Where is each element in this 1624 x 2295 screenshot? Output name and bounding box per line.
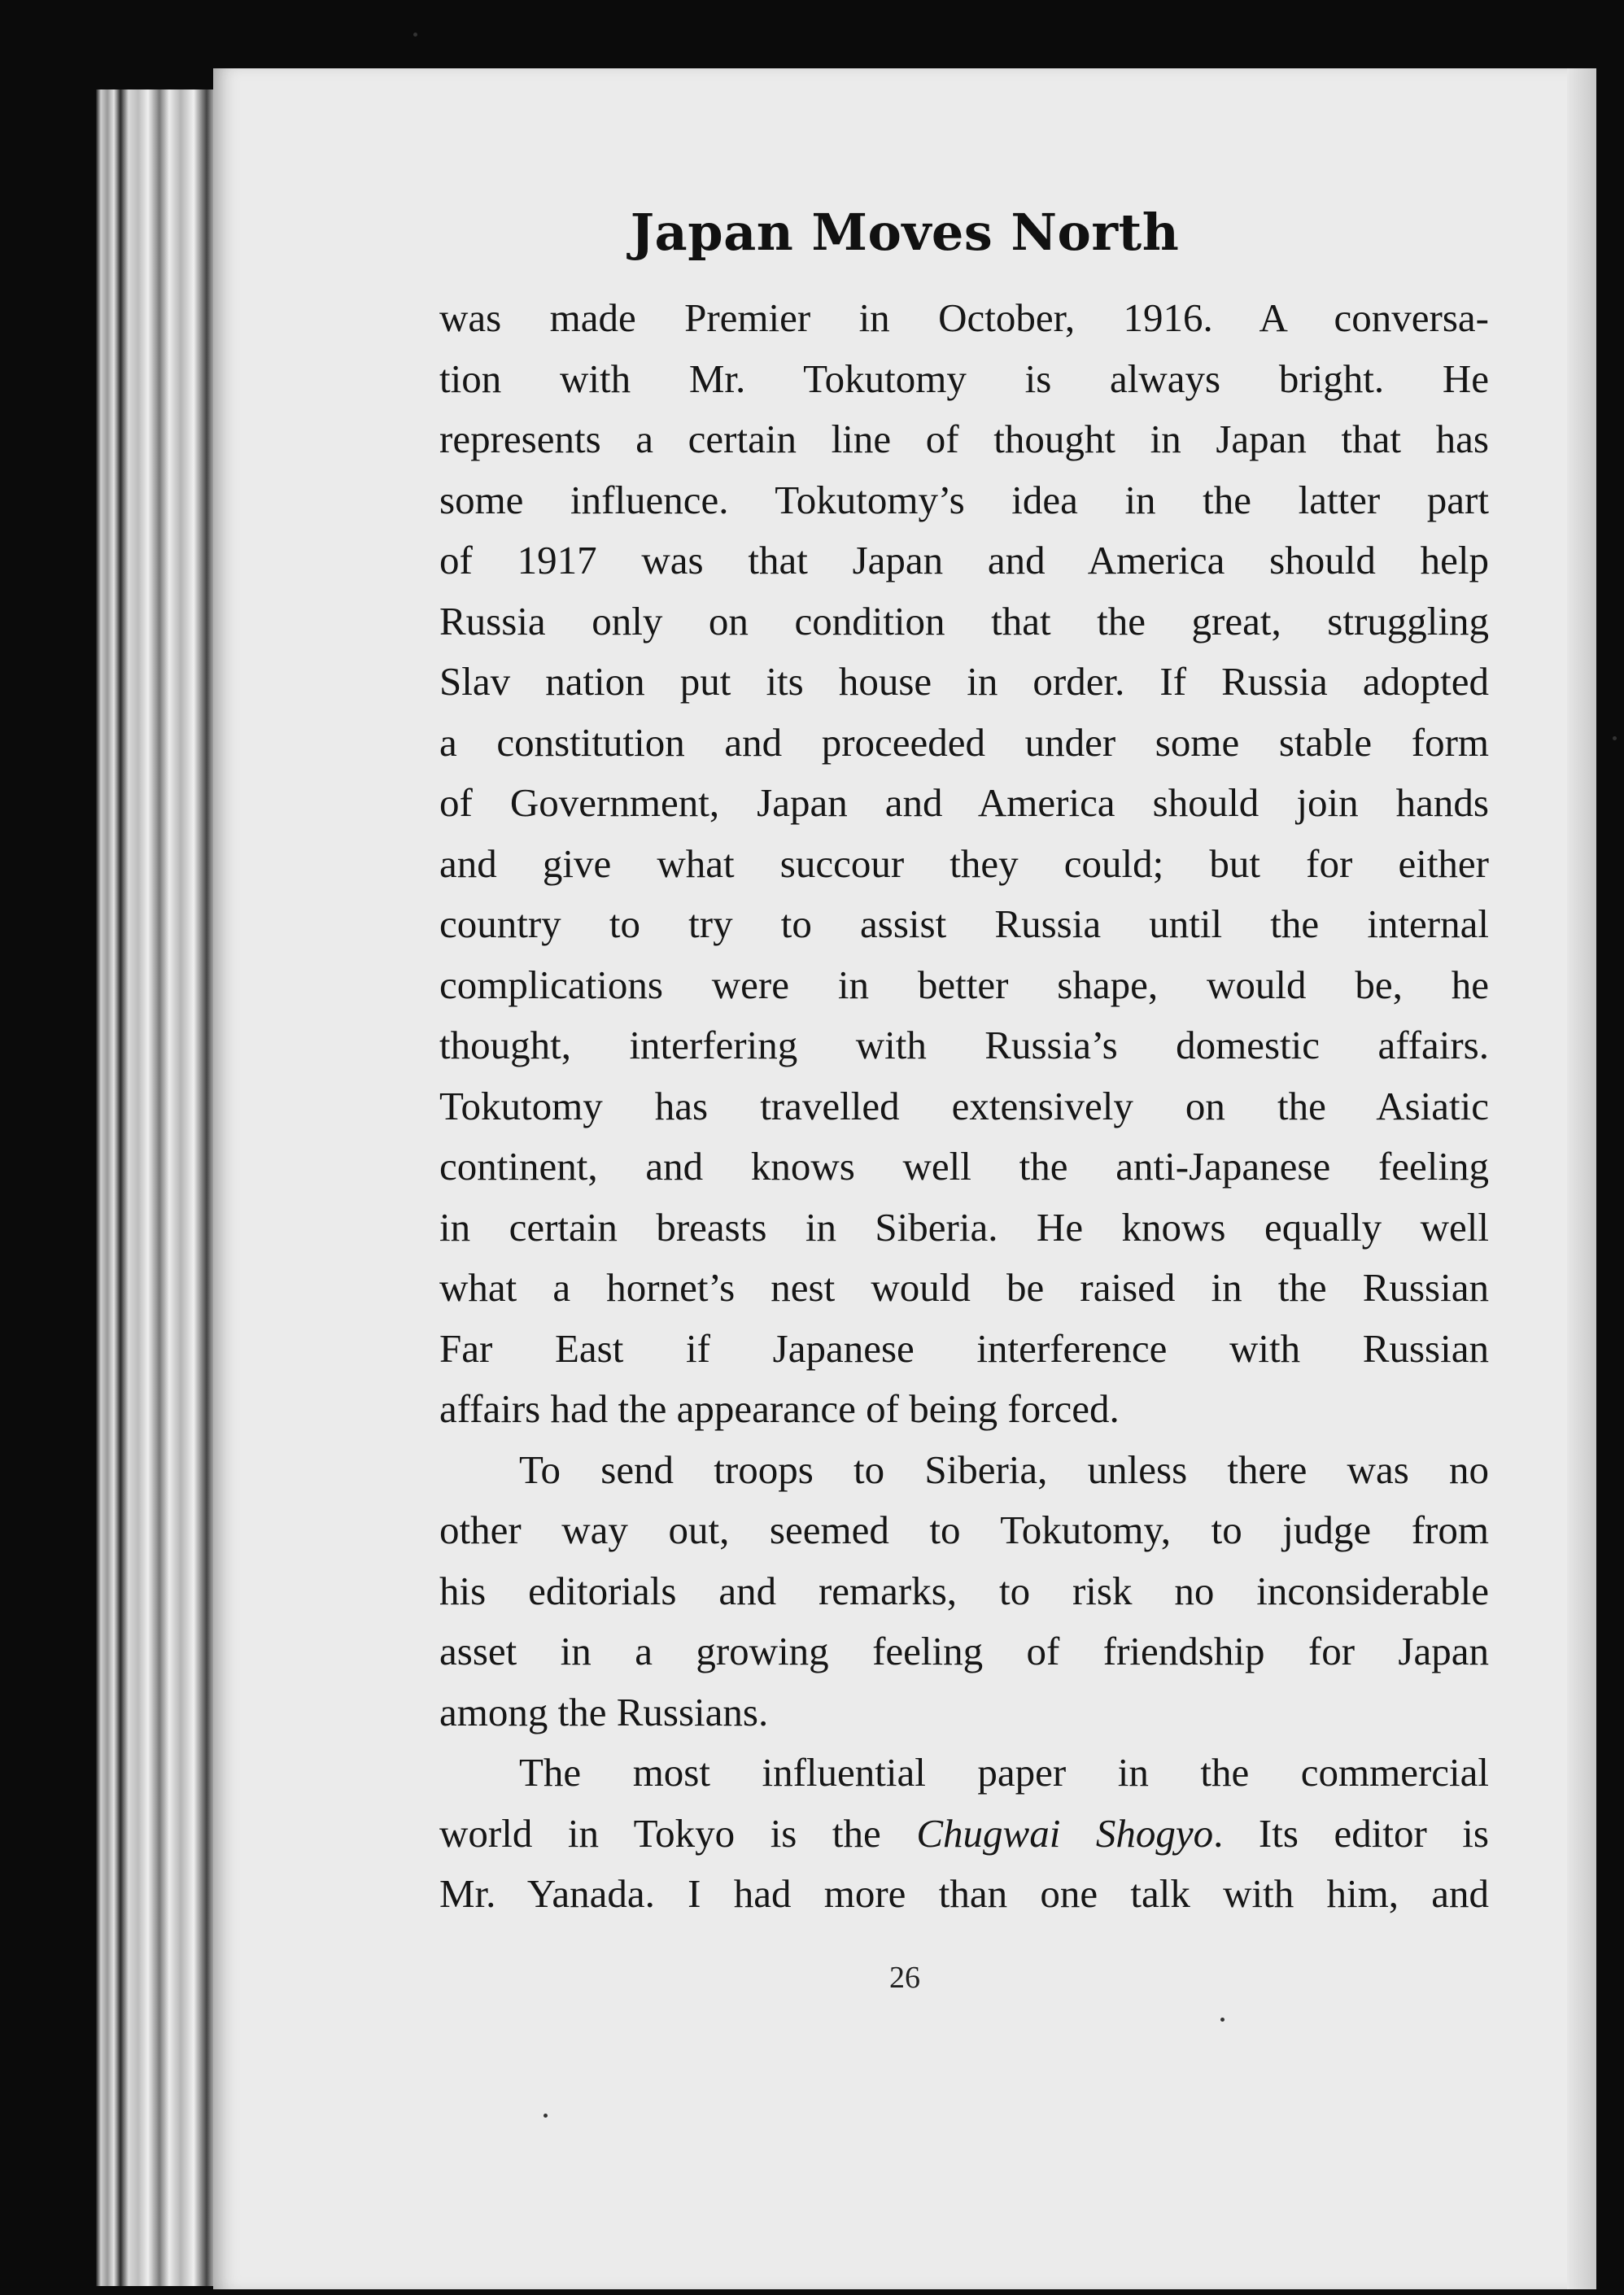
- body-text: [439, 288, 1489, 1925]
- text-line: Slav nation put its house in order. If Russia adopted: [439, 659, 1489, 704]
- text-line: To send troops to Siberia, unless there was no: [519, 1446, 1489, 1492]
- text-line: asset in a growing feeling of friendship for Japan: [439, 1629, 1489, 1673]
- text-line: world in Tokyo is the Chugwai Shogyo. Its editor is: [439, 1810, 1489, 1856]
- text-line: in certain breasts in Siberia. He knows equally well: [439, 1204, 1489, 1250]
- text-line: some influence. Tokutomy’s idea in the latter part: [439, 477, 1489, 522]
- text-line: tion with Mr. Tokutomy is always bright. He: [439, 356, 1489, 401]
- page-edge: [1567, 68, 1596, 2289]
- text-line: his editorials and remarks, to risk no inconsiderable: [439, 1568, 1489, 1613]
- text-line: among the Russians.: [439, 1689, 769, 1734]
- dust-speck: [1613, 736, 1617, 740]
- book-page: [213, 68, 1596, 2289]
- text-line: other way out, seemed to Tokutomy, to judge from: [439, 1507, 1489, 1552]
- text-line: and give what succour they could; but for either: [439, 840, 1489, 886]
- text-line: thought, interfering with Russia’s domestic affairs.: [439, 1023, 1489, 1067]
- text-line: Russia only on condition that the great, struggling: [439, 598, 1489, 644]
- text-line: Tokutomy has travelled extensively on the Asiatic: [439, 1083, 1489, 1128]
- text-line: continent, and knows well the anti-Japanese feeling: [439, 1144, 1489, 1189]
- dust-speck: [544, 2114, 548, 2118]
- text-line: what a hornet’s nest would be raised in the Russian: [439, 1265, 1489, 1310]
- text-line: Mr. Yanada. I had more than one talk with him, and: [439, 1871, 1489, 1916]
- book-binding-gutter: [96, 89, 218, 2286]
- dust-speck: [1220, 2018, 1225, 2022]
- dust-speck: [413, 33, 417, 37]
- text-line: The most influential paper in the commercial: [519, 1750, 1489, 1795]
- text-line: complications were in better shape, would be, he: [439, 962, 1489, 1007]
- running-head: Japan Moves North: [630, 203, 1180, 262]
- page-number: 26: [889, 1961, 920, 1995]
- text-line: affairs had the appearance of being forced.: [439, 1386, 1120, 1431]
- text-line: a constitution and proceeded under some stable form: [439, 719, 1489, 765]
- text-line: was made Premier in October, 1916. A conversa-: [439, 295, 1489, 340]
- text-line: country to try to assist Russia until the internal: [439, 901, 1489, 946]
- text-line: Far East if Japanese interference with Russian: [439, 1325, 1489, 1371]
- text-line: of 1917 was that Japan and America should help: [439, 538, 1489, 582]
- italic-title: Chugwai Shogyo: [916, 1810, 1214, 1856]
- text-line: of Government, Japan and America should join hands: [439, 780, 1489, 825]
- text-line: represents a certain line of thought in Japan that has: [439, 417, 1489, 461]
